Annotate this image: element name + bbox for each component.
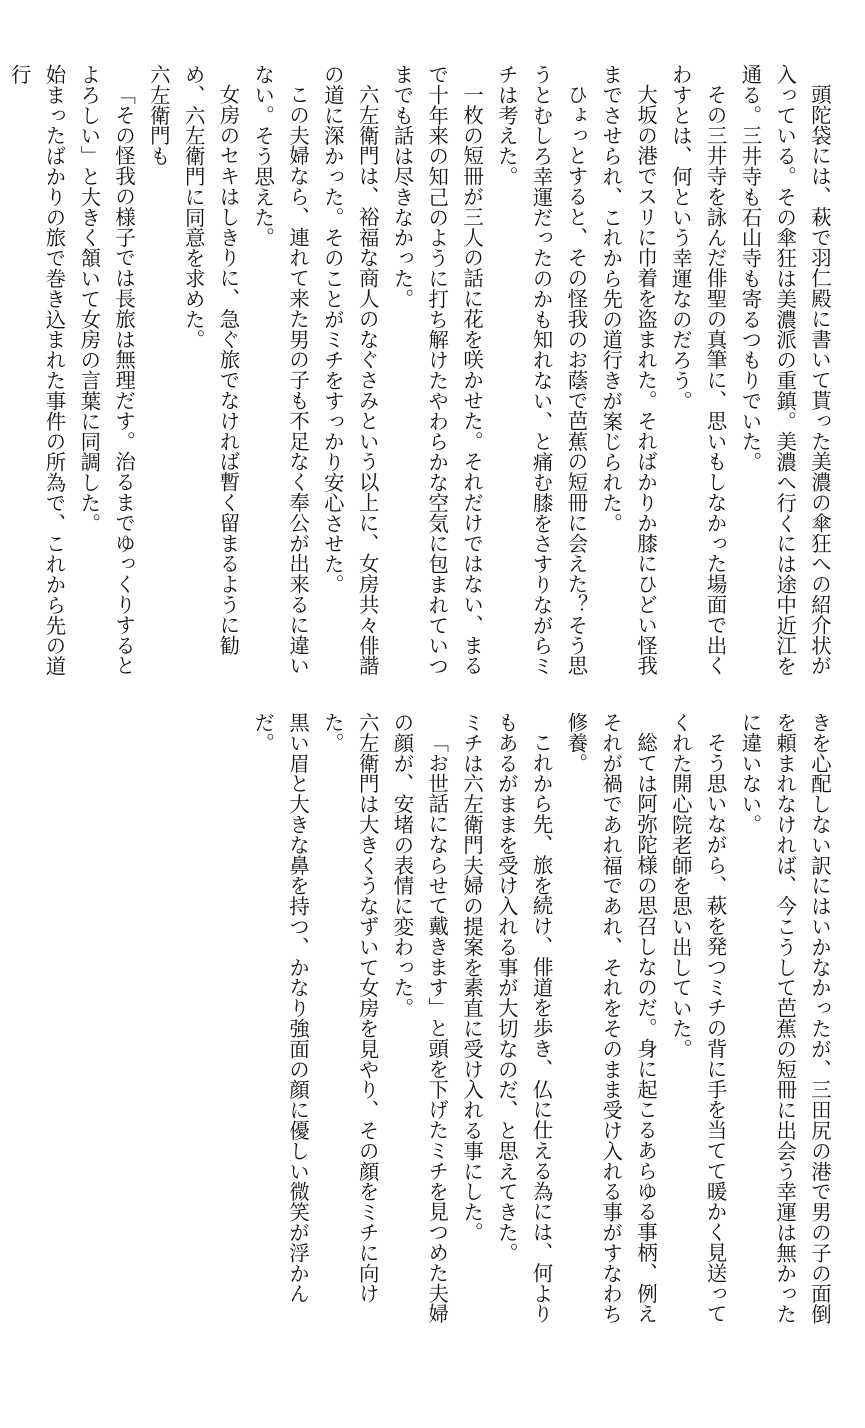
paragraph: 大坂の港でスリに巾着を盗まれた。そればかりか膝にひどい怪我までさせられ、これから先の道行きが案じられた。 <box>599 64 659 676</box>
paragraph: 女房のセキはしきりに、急ぐ旅でなければ暫く留まるように勧め、六左衛門に同意を求めた。 <box>181 64 241 656</box>
paragraph: 「その怪我の様子では長旅は無理だす。治るまでゆっくりするとよろしい」と大きく頷いて女房の言葉に同調した。 <box>77 64 137 676</box>
paragraph: 総ては阿弥陀様の思召しなのだ。身に起こるあらゆる事柄、例えそれが禍であれ福であれ、それをそのまま受け入れる事がすなわち修養。 <box>564 712 659 1324</box>
paragraph: 頭陀袋には、萩で羽仁殿に書いて貰った美濃の傘狂への紹介状が入っている。その傘狂は美濃派の重鎮。美濃へ行くには途中近江を通る。三井寺も石山寺も寄るつもりでいた。 <box>738 64 832 676</box>
paragraph: 黒い眉と大きな鼻を持つ、かなり強面の顔に優しい微笑が浮かんだ。 <box>251 712 311 1304</box>
paragraph: きを心配しない訳にはいかなかったが、三田尻の港で男の子の面倒を頼まれなければ、今こうして芭蕉の短冊に出会う幸運は無かったに違いない。 <box>738 712 832 1324</box>
paragraph: そう思いながら、萩を発つミチの背に手を当てて暖かく見送ってくれた開心院老師を思い出していた。 <box>668 712 728 1324</box>
paragraph: この夫婦なら、連れて来た男の子も不足なく奉公が出来るに違いない。そう思えた。 <box>251 64 311 676</box>
paragraph: 始まったばかりの旅で巻き込まれた事件の所為で、これから先の道行 <box>7 64 67 676</box>
paragraph: 「お世話にならせて戴きます」と頭を下げたミチを見つめた夫婦の顔が、安堵の表情に変わった。 <box>390 712 450 1324</box>
upper-text-block <box>7 64 837 689</box>
paragraph: これから先、旅を続け、俳道を歩き、仏に仕える為には、何よりもあるがままを受け入れる事が大切なのだ、と思えてきた。 <box>494 712 554 1324</box>
paragraph: その三井寺を詠んだ俳聖の真筆に、思いもしなかった場面で出くわすとは、何という幸運なのだろう。 <box>668 64 728 676</box>
lower-text-block <box>25 712 837 1340</box>
paragraph: 六左衛門も <box>146 64 171 166</box>
paragraph: ミチは六左衛門夫婦の提案を素直に受け入れる事にした。 <box>460 712 485 1243</box>
paragraph: 六左衛門は、裕福な商人のなぐさみという以上に、女房共々俳諧の道に深かった。そのことがミチをすっかり安心させた。 <box>320 64 380 676</box>
paragraph: 一枚の短冊が三人の話に花を咲かせた。それだけではない、まるで十年来の知己のように打ち解けたやわらかな空気に包まれていつまでも話は尽きなかった。 <box>390 64 485 676</box>
paragraph: 六左衛門は大きくうなずいて女房を見やり、その顔をミチに向けた。 <box>320 712 380 1304</box>
paragraph: ひょっとすると、その怪我のお蔭で芭蕉の短冊に会えた？そう思うとむしろ幸運だったのかも知れない、と痛む膝をさすりながらミチは考えた。 <box>494 64 589 676</box>
